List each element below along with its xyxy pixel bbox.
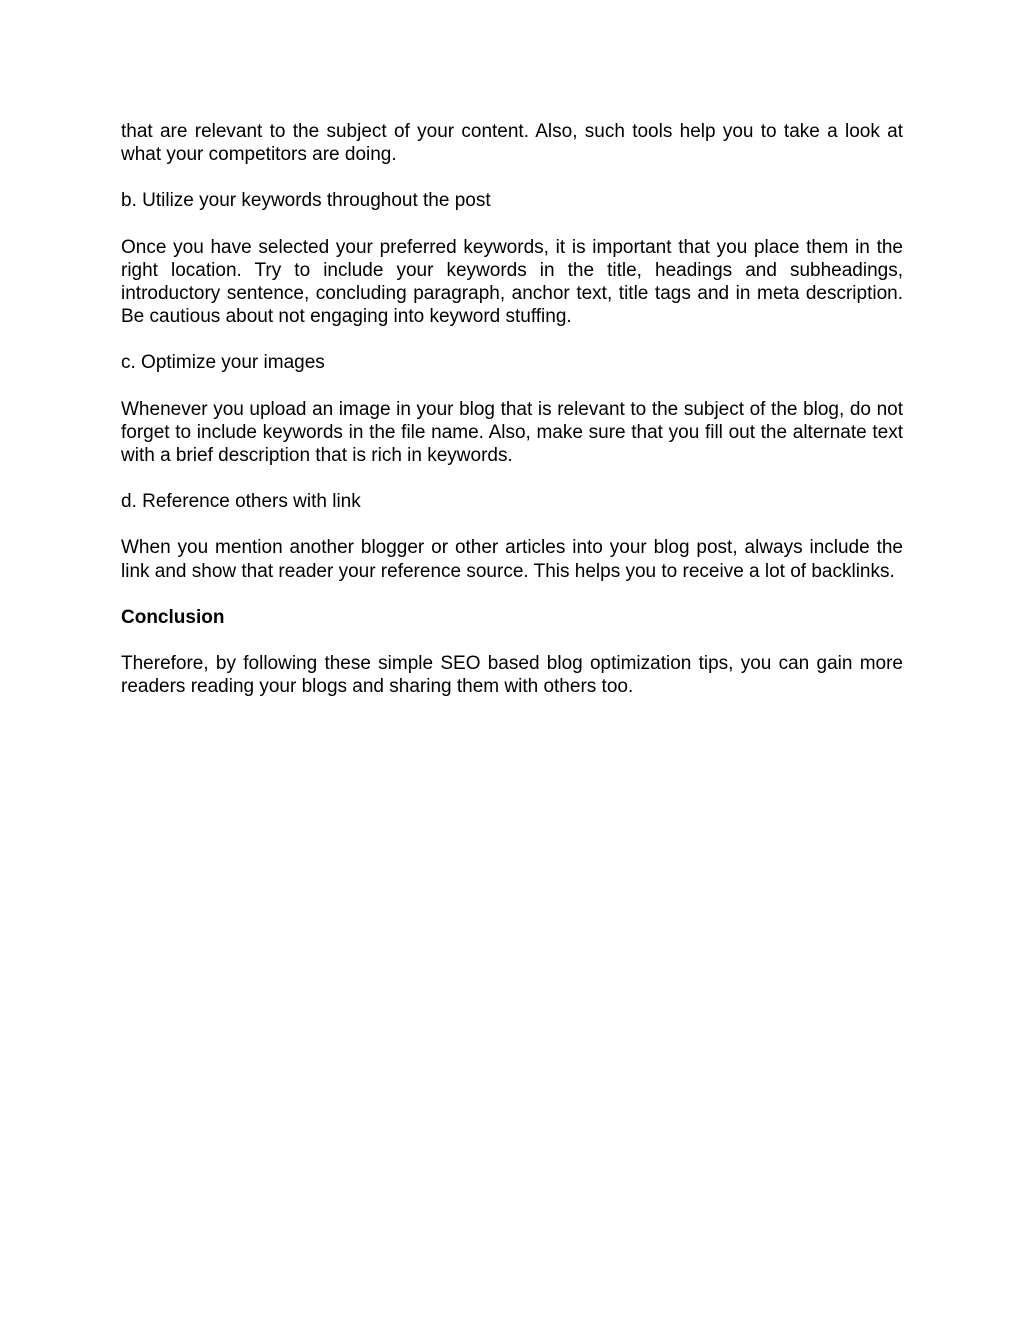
section-heading-optimize-images: c. Optimize your images — [121, 352, 325, 374]
intro-paragraph-continued: that are relevant to the subject of your content. Also, such tools help you to take a look at what your competitors are doing. — [121, 121, 903, 166]
conclusion-paragraph: Therefore, by following these simple SEO based blog optimization tips, you can gain more readers reading your blogs and sharing them with others too. — [121, 653, 903, 698]
images-paragraph: Whenever you upload an image in your blog that is relevant to the subject of the blog, do not forget to include keywords in the file name. Also, make sure that you fill out the alternate text with a brief description that is rich in keywords. — [121, 398, 903, 467]
document-page — [121, 120, 903, 721]
conclusion-heading: Conclusion — [121, 606, 225, 628]
section-heading-utilize-keywords: b. Utilize your keywords throughout the post — [121, 190, 491, 212]
reference-paragraph: When you mention another blogger or other articles into your blog post, always include the link and show that reader your reference source. This helps you to receive a lot of backlinks. — [121, 537, 903, 582]
keywords-paragraph: Once you have selected your preferred keywords, it is important that you place them in the right location. Try to include your keywords in the title, headings and subheadings, introductory sentence, concluding paragraph, anchor text, title tags and in meta description. Be cautious about not engaging into keyword stuffing. — [121, 236, 903, 328]
section-heading-reference-others: d. Reference others with link — [121, 491, 361, 513]
